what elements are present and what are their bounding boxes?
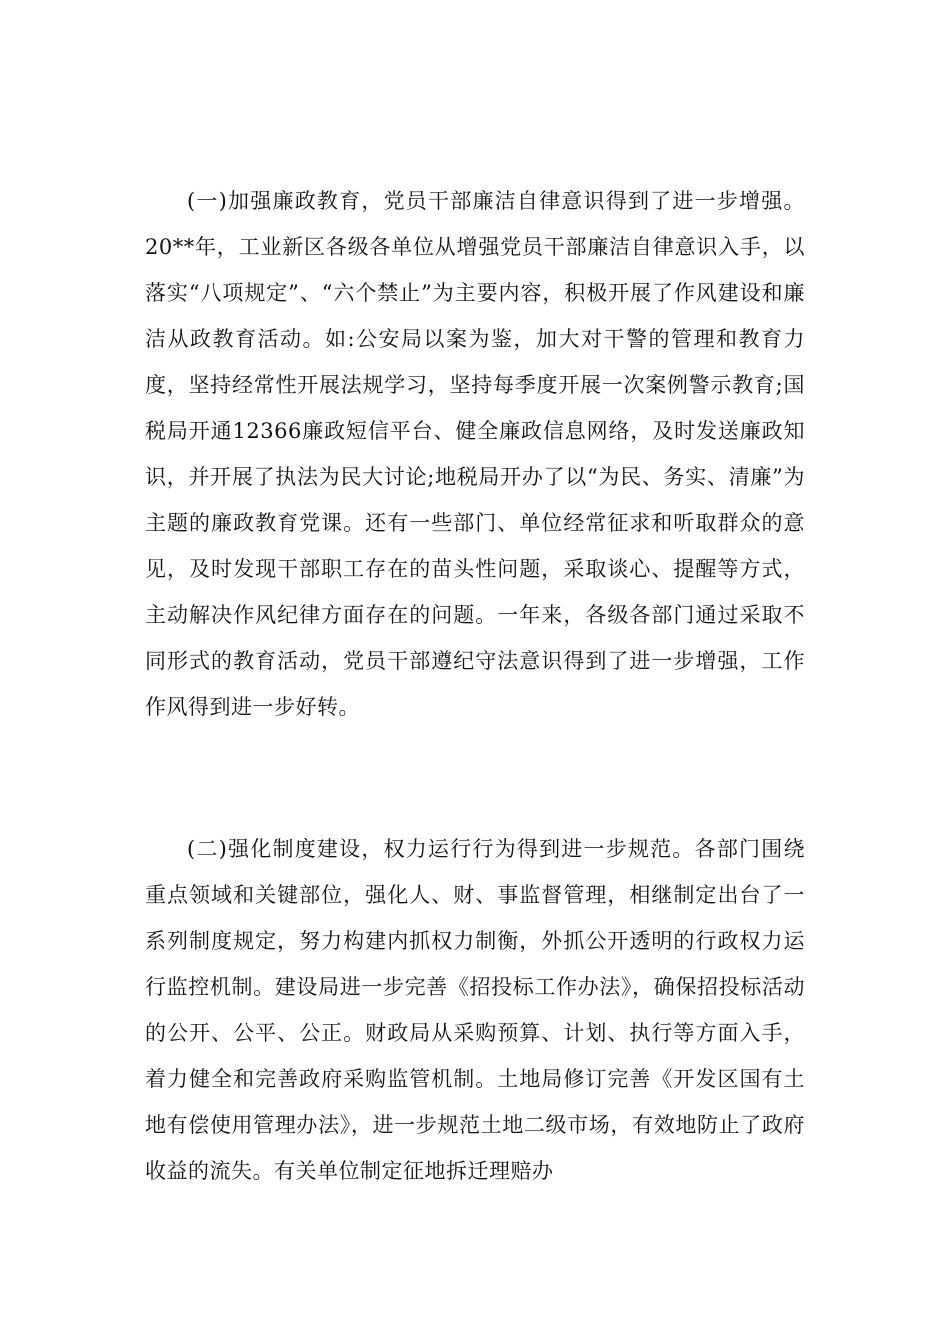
paragraph-text: (二)强化制度建设，权力运行行为得到进一步规范。各部门围绕重点领域和关键部位，强化人、财、事监督管理，相继制定出台了一系列制度规定，努力构建内抓权力制衡，外抓公开透明的行政权力运行监控机制。建设局进一步完善《招投标工作办法》，确保招投标活动的公开、公平、公正。财政局从采购预算、计划、执行等方面入手，着力健全和完善政府采购监管机制。土地局修订完善《开发区国有土地有偿使用管理办法》，进一步规范土地二级市场，有效地防止了政府收益的流失。有关单位制定征地拆迁理赔办 — [145, 837, 805, 1183]
paragraph-system-building — [145, 826, 805, 1194]
paragraph-text: (一)加强廉政教育，党员干部廉洁自律意识得到了进一步增强。20**年，工业新区各级各单位从增强党员干部廉洁自律意识入手，以落实“八项规定”、“六个禁止”为主要内容，积极开展了作风建设和廉洁从政教育活动。如:公安局以案为鉴，加大对干警的管理和教育力度，坚持经常性开展法规学习，坚持每季度开展一次案例警示教育;国税局开通12366廉政短信平台、健全廉政信息网络，及时发送廉政知识，并开展了执法为民大讨论;地税局开办了以“为民、务实、清廉”为主题的廉政教育党课。还有一些部门、单位经常征求和听取群众的意见，及时发现干部职工存在的苗头性问题，采取谈心、提醒等方式，主动解决作风纪律方面存在的问题。一年来，各级各部门通过采取不同形式的教育活动，党员干部遵纪守法意识得到了进一步增强，工作作风得到进一步好转。 — [145, 189, 805, 719]
paragraph-education — [145, 178, 805, 730]
